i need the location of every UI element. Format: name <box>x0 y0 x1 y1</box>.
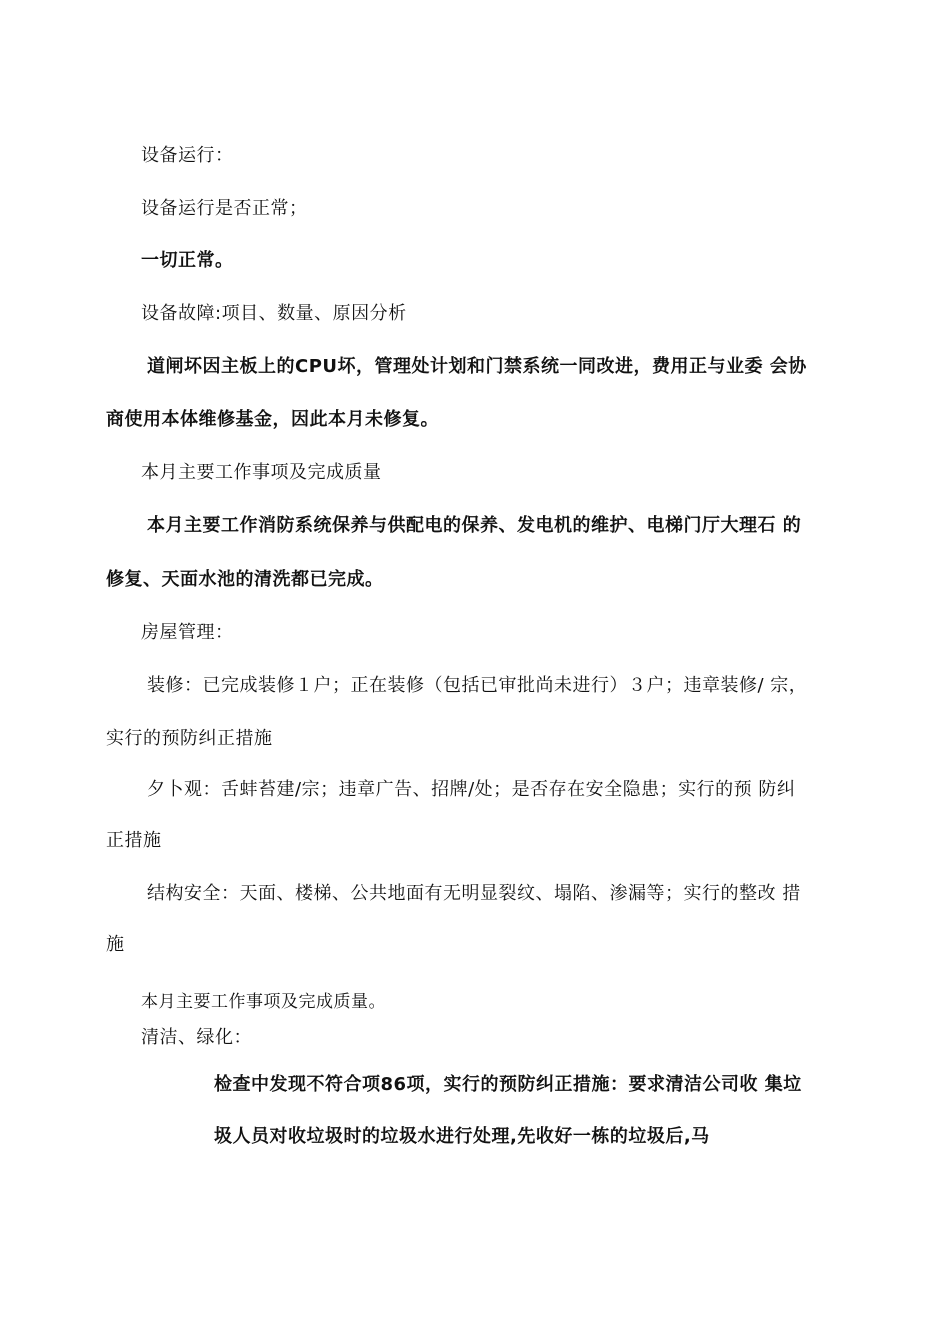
renovation-line-2: 实行的预防纠正措施 <box>106 728 273 749</box>
renovation-line-1: 装修：已完成装修１户；正在装修（包括已审批尚未进行）３户；违章装修/ 宗， <box>147 675 808 696</box>
cleaning-greening-heading: 清洁、绿化： <box>141 1027 252 1048</box>
structure-safety-line-1: 结构安全：天面、楼梯、公共地面有无明显裂纹、塌陷、渗漏等；实行的整改 措 <box>147 883 801 904</box>
equipment-fault-heading: 设备故障:项目、数量、原因分析 <box>141 303 407 324</box>
equipment-status-question: 设备运行是否正常； <box>141 198 308 219</box>
appearance-line-1: 夕卜观：舌蚌苔建/宗；违章广告、招牌/处；是否存在安全隐患；实行的预 防纠 <box>147 779 796 800</box>
main-work-summary-heading: 本月主要工作事项及完成质量。 <box>141 992 386 1012</box>
main-work-heading: 本月主要工作事项及完成质量 <box>141 462 382 483</box>
fault-paragraph-line-2: 商使用本体维修基金，因此本月未修复。 <box>106 409 439 430</box>
appearance-line-2: 正措施 <box>106 830 162 851</box>
fault-paragraph-line-1: 道闸坏因主板上的CPU坏，管理处计划和门禁系统一同改进，费用正与业委 会协 <box>147 356 807 377</box>
main-work-line-2: 修复、天面水池的清洗都已完成。 <box>106 569 384 590</box>
equipment-operation-heading: 设备运行： <box>141 145 234 166</box>
cleaning-paragraph-line-1: 检查中发现不符合项86项，实行的预防纠正措施：要求清洁公司收 集垃 <box>214 1074 802 1095</box>
cleaning-paragraph-line-2: 圾人员对收垃圾时的垃圾水进行处理,先收好一栋的垃圾后,马 <box>214 1126 710 1147</box>
housing-management-heading: 房屋管理： <box>141 622 234 643</box>
structure-safety-line-2: 施 <box>106 934 125 955</box>
main-work-line-1: 本月主要工作消防系统保养与供配电的保养、发电机的维护、电梯门厅大理石 的 <box>147 515 802 536</box>
equipment-status-answer: 一切正常。 <box>141 250 234 271</box>
